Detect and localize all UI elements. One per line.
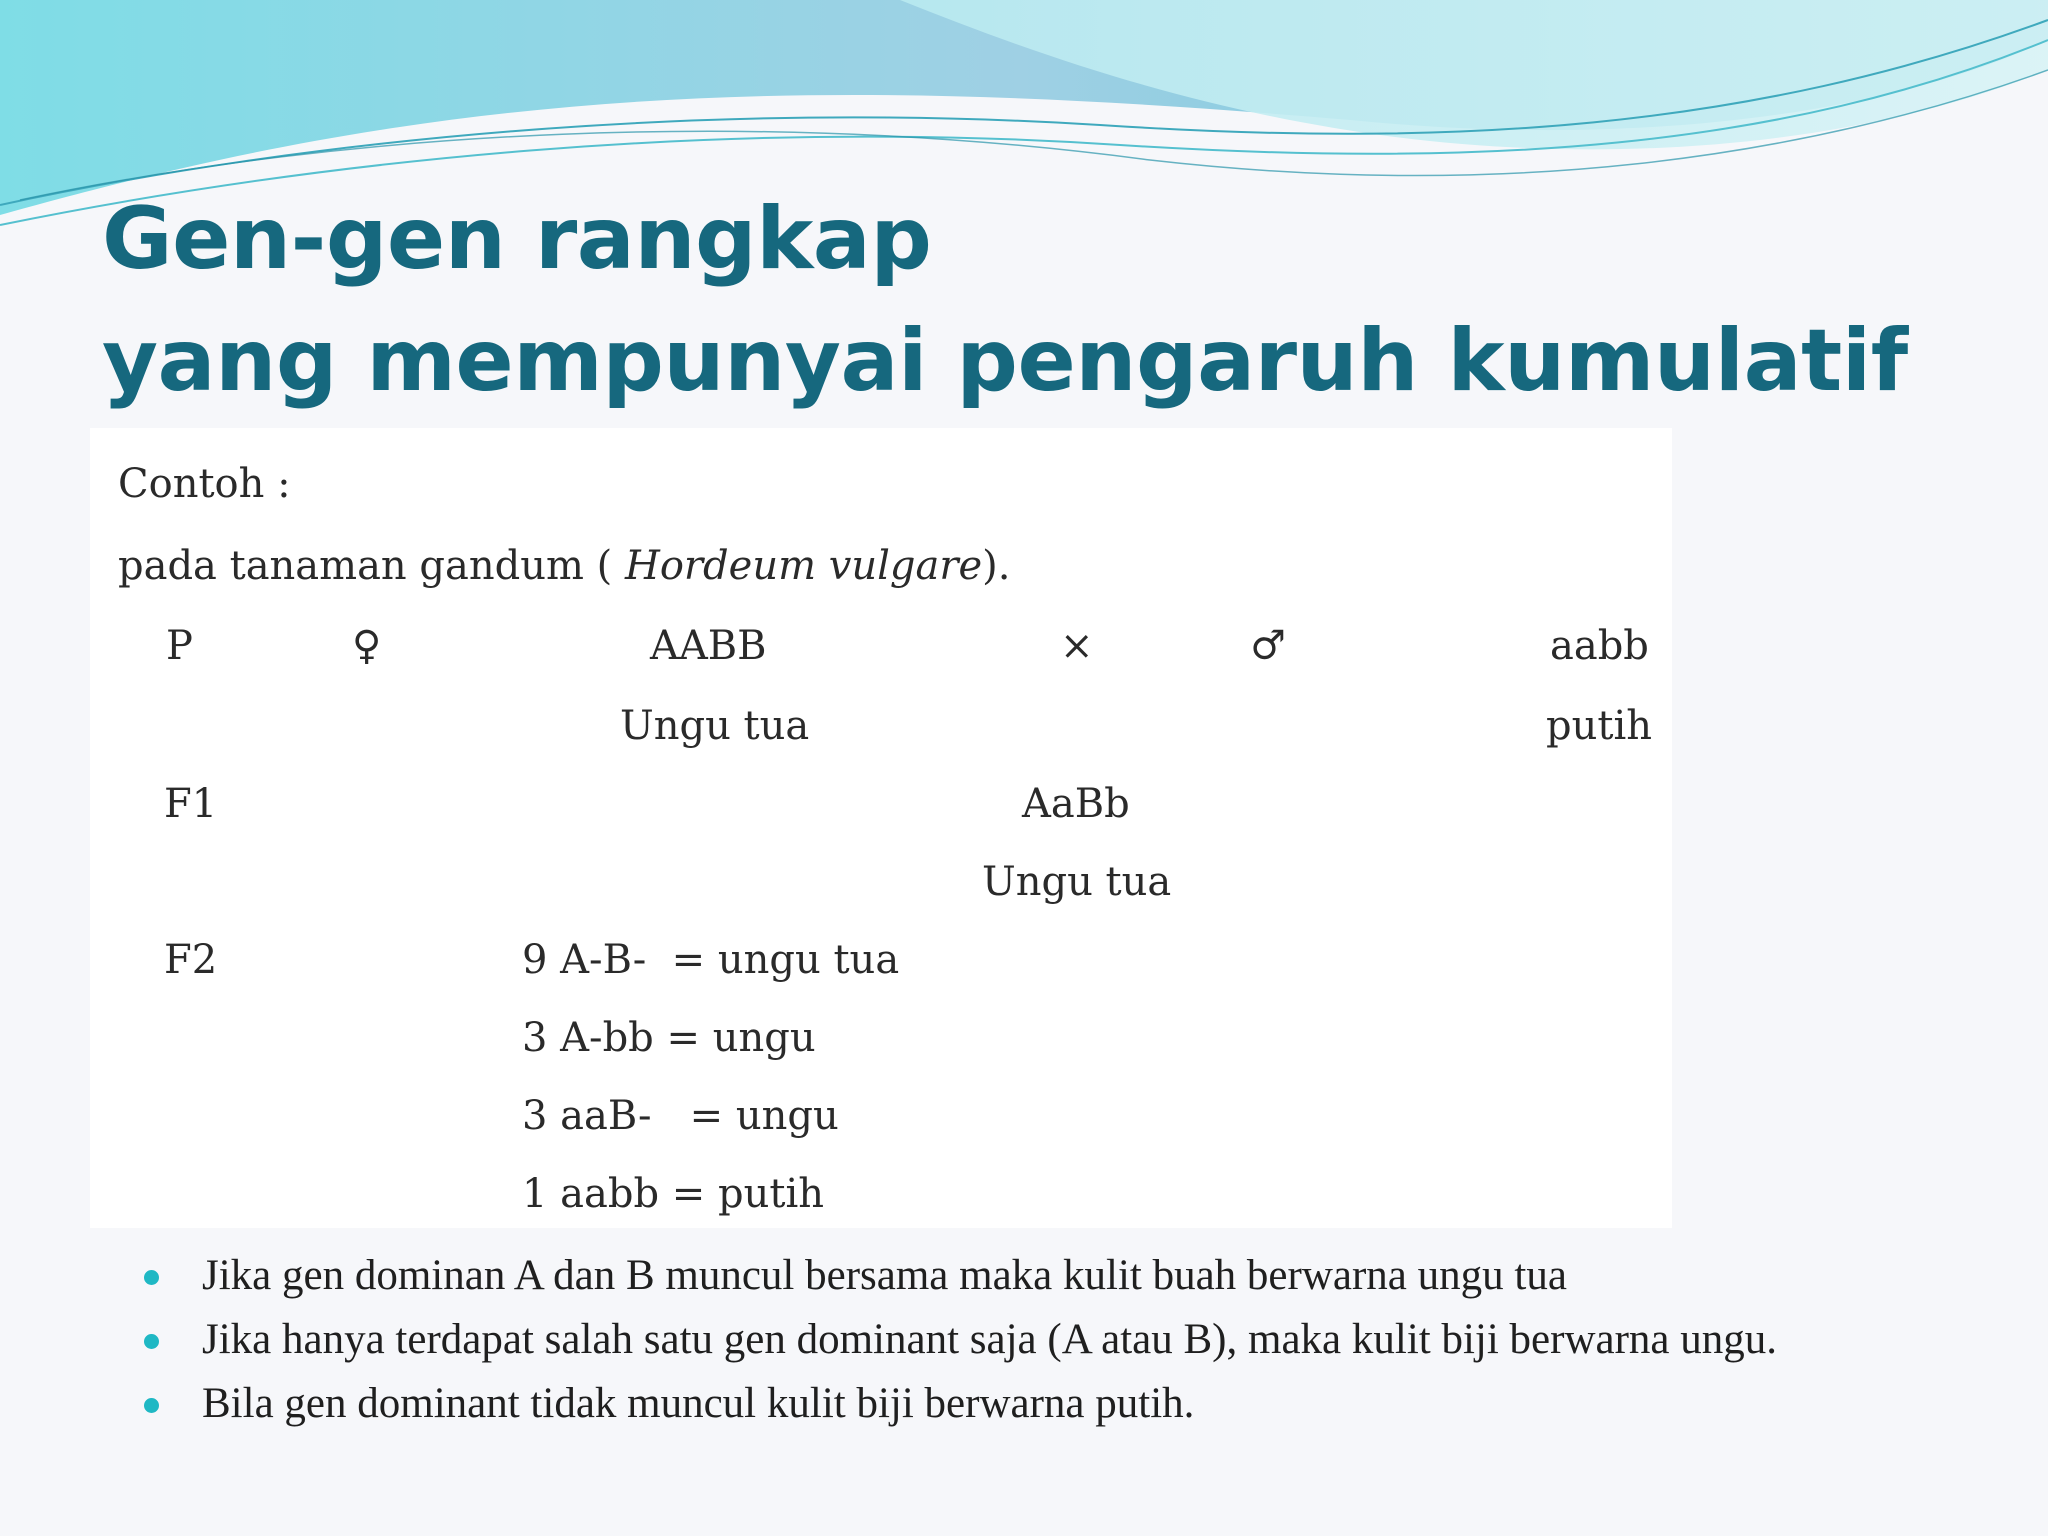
cross-symbol: × bbox=[1060, 623, 1094, 669]
bullet-dot-icon bbox=[144, 1270, 159, 1285]
p-female-phenotype: Ungu tua bbox=[620, 703, 810, 749]
title-line-1: Gen-gen rangkap bbox=[102, 189, 932, 289]
bullet-text: Bila gen dominant tidak muncul kulit biji berwarna putih. bbox=[202, 1380, 1195, 1427]
bullet-item bbox=[140, 1248, 1900, 1304]
f2-result: 3 aaB- = ungu bbox=[522, 1093, 839, 1139]
p-male-genotype: aabb bbox=[1550, 623, 1649, 669]
bullet-item bbox=[140, 1312, 1900, 1368]
f2-label: F2 bbox=[164, 937, 218, 983]
f1-label: F1 bbox=[164, 781, 218, 827]
f2-result: 1 aabb = putih bbox=[522, 1171, 825, 1217]
example-intro bbox=[118, 542, 1010, 590]
example-image-panel bbox=[90, 428, 1672, 1228]
bullet-item bbox=[140, 1376, 1900, 1432]
page-title bbox=[102, 178, 1908, 422]
species-name: Hordeum vulgare bbox=[612, 543, 983, 589]
bullet-dot-icon bbox=[144, 1398, 159, 1413]
p-label: P bbox=[166, 623, 193, 669]
bullet-dot-icon bbox=[144, 1334, 159, 1349]
female-symbol: ♀ bbox=[352, 623, 382, 669]
p-male-phenotype: putih bbox=[1546, 703, 1652, 749]
intro-prefix: pada tanaman gandum ( bbox=[118, 543, 613, 589]
bullet-list bbox=[140, 1248, 1900, 1440]
title-line-2: yang mempunyai pengaruh kumulatif bbox=[102, 311, 1908, 411]
intro-suffix: ). bbox=[982, 543, 1011, 589]
bullet-text: Jika gen dominan A dan B muncul bersama maka kulit buah berwarna ungu tua bbox=[202, 1252, 1567, 1299]
f1-phenotype: Ungu tua bbox=[982, 859, 1172, 905]
f1-genotype: AaBb bbox=[1022, 781, 1130, 827]
example-heading: Contoh : bbox=[118, 461, 291, 507]
f2-result: 3 A-bb = ungu bbox=[522, 1015, 816, 1061]
male-symbol: ♂ bbox=[1250, 623, 1286, 669]
p-female-genotype: AABB bbox=[650, 623, 767, 669]
f2-result: 9 A-B- = ungu tua bbox=[522, 937, 900, 983]
bullet-text: Jika hanya terdapat salah satu gen dominant saja (A atau B), maka kulit biji berwarna ungu. bbox=[202, 1316, 1778, 1363]
